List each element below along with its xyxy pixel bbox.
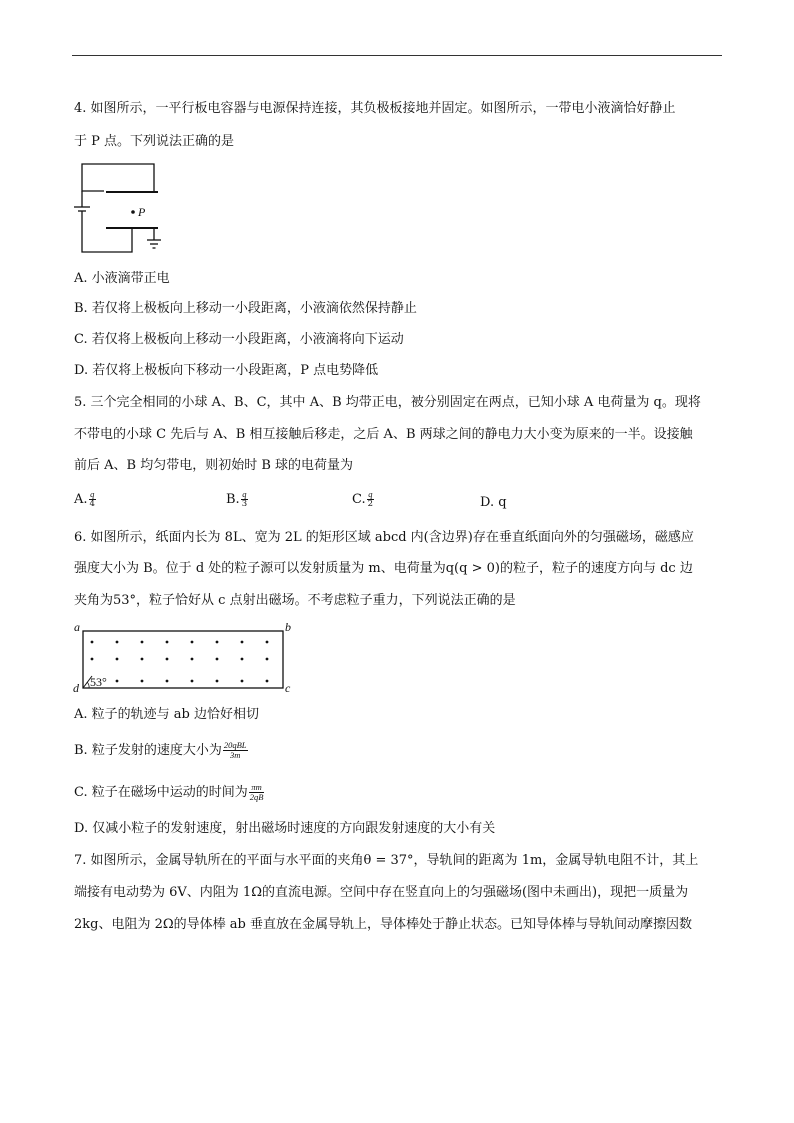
- q4-option-c: C. 若仅将上极板向上移动一小段距离，小液滴将向下运动: [74, 332, 404, 347]
- q5-line3: 前后 A、B 均匀带电，则初始时 B 球的电荷量为: [74, 458, 354, 473]
- field-dot: [91, 658, 94, 661]
- q7-line2: 端接有电动势为 6V、内阻为 1Ω的直流电源。空间中存在竖直向上的匀强磁场(图中未画出)，现把一质量为: [74, 885, 689, 900]
- q6-line2: 强度大小为 B。位于 d 处的粒子源可以发射质量为 m、电荷量为q(q > 0)的粒子，粒子的速度方向与 dc 边: [74, 561, 693, 576]
- point-p-label: P: [138, 205, 146, 219]
- field-dot: [141, 658, 144, 661]
- field-dot: [216, 658, 219, 661]
- corner-c-label: c: [285, 681, 291, 695]
- field-dot: [266, 641, 269, 644]
- field-dot: [166, 641, 169, 644]
- corner-d-label: d: [73, 681, 79, 695]
- q4-line2: 于 P 点。下列说法正确的是: [74, 134, 235, 149]
- q6-option-a: A. 粒子的轨迹与 ab 边恰好相切: [74, 707, 259, 722]
- q6-line1: 6. 如图所示，纸面内长为 8L、宽为 2L 的矩形区域 abcd 内(含边界)存在垂直纸面向外的匀强磁场，磁感应: [74, 530, 694, 545]
- field-dot: [241, 641, 244, 644]
- field-dot: [191, 658, 194, 661]
- header-rule: [72, 55, 722, 56]
- field-dot: [266, 658, 269, 661]
- q6-option-d: D. 仅减小粒子的发射速度，射出磁场时速度的方向跟发射速度的大小有关: [74, 821, 496, 836]
- field-dot: [241, 658, 244, 661]
- q4-option-a: A. 小液滴带正电: [74, 271, 170, 286]
- field-dot: [191, 680, 194, 683]
- field-dot: [191, 641, 194, 644]
- q5-line2: 不带电的小球 C 先后与 A、B 相互接触后移走，之后 A、B 两球之间的静电力大小变为原来的一半。设接触: [74, 427, 693, 442]
- field-dot: [116, 680, 119, 683]
- q5-option-c: C. $\frac{q}{2}$: [352, 489, 374, 509]
- capacitor-figure: [72, 160, 172, 260]
- q4-line1: 4. 如图所示，一平行板电容器与电源保持连接，其负极板接地并固定。如图所示，一带电小液滴恰好静止: [74, 101, 676, 116]
- field-dot: [166, 658, 169, 661]
- field-dot: [241, 680, 244, 683]
- q4-option-d: D. 若仅将上极板向下移动一小段距离，P 点电势降低: [74, 363, 379, 378]
- q4-option-b: B. 若仅将上极板向上移动一小段距离，小液滴依然保持静止: [74, 301, 417, 316]
- q7-line1: 7. 如图所示，金属导轨所在的平面与水平面的夹角θ = 37°，导轨间的距离为 1m，金属导轨电阻不计，其上: [74, 853, 699, 868]
- field-dot: [216, 680, 219, 683]
- field-dot: [266, 680, 269, 683]
- field-dot: [91, 641, 94, 644]
- q5-option-d: D. q: [480, 495, 507, 510]
- corner-b-label: b: [285, 620, 291, 634]
- field-dot: [141, 641, 144, 644]
- angle-label: 53°: [90, 675, 107, 689]
- corner-a-label: a: [74, 620, 80, 634]
- field-dot: [166, 680, 169, 683]
- q6-line3: 夹角为53°，粒子恰好从 c 点射出磁场。不考虑粒子重力，下列说法正确的是: [74, 593, 516, 608]
- field-dot: [116, 658, 119, 661]
- q6-option-b: B. 粒子发射的速度大小为 $\frac{\text{20qBL}}{3m}$: [74, 740, 247, 760]
- q5-option-a: A. $\frac{q}{4}$: [74, 489, 95, 509]
- field-dot: [141, 680, 144, 683]
- magnetic-field-figure: [70, 620, 300, 695]
- field-dot: [216, 641, 219, 644]
- q5-option-b: B. $\frac{q}{3}$: [226, 489, 248, 509]
- field-dot: [116, 641, 119, 644]
- q5-line1: 5. 三个完全相同的小球 A、B、C，其中 A、B 均带正电，被分别固定在两点，已知小球 A 电荷量为 q。现将: [74, 395, 701, 410]
- q7-line3: 2kg、电阻为 2Ω的导体棒 ab 垂直放在金属导轨上，导体棒处于静止状态。已知导体棒与导轨间动摩擦因数: [74, 917, 692, 932]
- q6-option-c: C. 粒子在磁场中运动的时间为 $\frac{\pi m}{2qB}$: [74, 782, 264, 802]
